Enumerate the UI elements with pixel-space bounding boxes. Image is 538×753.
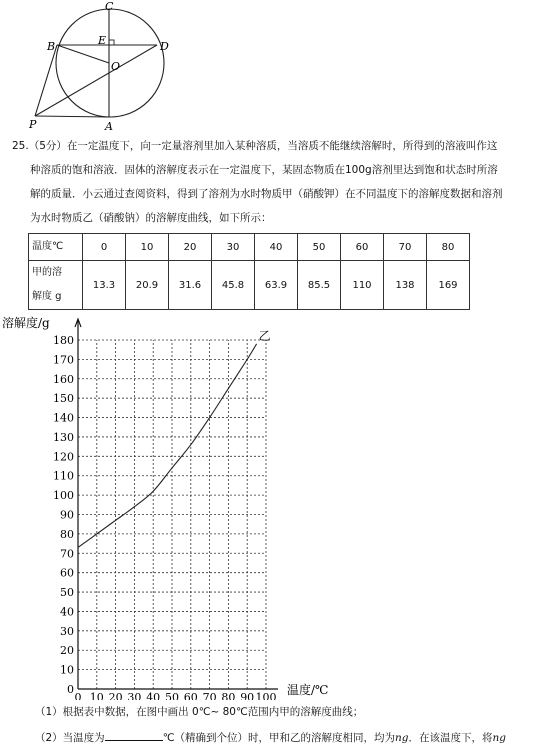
y-tick-label: 120 xyxy=(53,450,74,464)
chart-grid xyxy=(78,340,266,689)
y-tick-label: 40 xyxy=(60,605,74,619)
table-cell: 40 xyxy=(255,234,298,261)
label-e: E xyxy=(98,34,107,47)
y-tick-label: 160 xyxy=(53,372,74,386)
problem-line-3: 解的质量．小云通过查阅资料，得到了溶剂为水时物质甲（硝酸钾）在不同温度下的溶解度数据和溶剂 xyxy=(30,188,503,200)
y-tick-label: 100 xyxy=(53,489,74,503)
problem-line-4: 为水时物质乙（硝酸钠）的溶解度曲线，如下所示： xyxy=(30,212,272,224)
x-tick-label: 10 xyxy=(89,691,104,700)
table-cell: 13.3 xyxy=(83,261,126,310)
x-tick-label: 80 xyxy=(221,691,236,700)
table-cell: 45.8 xyxy=(212,261,255,310)
y-tick-label: 150 xyxy=(53,392,74,406)
table-row-solubility xyxy=(29,261,470,310)
problem-number: 25. xyxy=(12,140,29,152)
table-cell: 169 xyxy=(427,261,470,310)
y-tick-label: 90 xyxy=(60,508,74,522)
y-tick-label: 130 xyxy=(53,430,74,444)
y-tick-label: 170 xyxy=(53,353,74,367)
table-cell: 63.9 xyxy=(255,261,298,310)
table-cell: 0 xyxy=(83,234,126,261)
y-tick-label: 80 xyxy=(60,527,74,541)
table-cell: 70 xyxy=(384,234,427,261)
table-cell: 10 xyxy=(126,234,169,261)
x-tick-label: 30 xyxy=(127,691,142,700)
table-cell: 31.6 xyxy=(169,261,212,310)
x-tick-label: 70 xyxy=(202,691,217,700)
question-1: （1）根据表中数据，在图中画出 0℃~ 80℃范围内甲的溶解度曲线； xyxy=(35,706,364,718)
solubility-chart xyxy=(0,305,360,700)
x-tick-label: 40 xyxy=(146,691,161,700)
problem-line-2: 种溶质的饱和溶液．固体的溶解度表示在一定温度下，某固态物质在100g溶剂里达到饱和状态时所溶 xyxy=(30,164,498,176)
x-tick-label: 100 xyxy=(255,691,277,700)
table-cell: 50 xyxy=(298,234,341,261)
label-d: D xyxy=(160,40,169,53)
y-tick-label: 10 xyxy=(60,663,74,677)
table-cell: 80 xyxy=(427,234,470,261)
table-cell: 20.9 xyxy=(126,261,169,310)
x-tick-label: 60 xyxy=(183,691,198,700)
x-tick-label: 90 xyxy=(240,691,255,700)
y-tick-label: 70 xyxy=(60,547,74,561)
y-axis-label: 溶解度/g xyxy=(2,316,50,330)
table-cell: 138 xyxy=(384,261,427,310)
table-row-temperature xyxy=(29,234,470,261)
table-cell: 85.5 xyxy=(298,261,341,310)
x-axis-label: 温度/℃ xyxy=(287,683,329,697)
question-2: （2）当温度为 ℃（精确到个位）时，甲和乙的溶解度相同，均为ng．在该温度下，将ng xyxy=(35,728,535,745)
label-p: P xyxy=(29,118,37,131)
table-cell: 110 xyxy=(341,261,384,310)
problem-line-1 xyxy=(12,134,527,158)
x-tick-label: 0 xyxy=(74,691,82,700)
y-tick-label: 60 xyxy=(60,566,74,580)
table-header-temperature: 温度℃ xyxy=(29,234,83,261)
label-a: A xyxy=(105,120,113,133)
problem-score: （5分） xyxy=(28,140,67,152)
problem-text-1: 在一定温度下，向一定量溶剂里加入某种溶质，当溶质不能继续溶解时，所得到的溶液叫作这 xyxy=(66,140,498,152)
x-tick-label: 50 xyxy=(165,691,179,700)
y-tick-label: 140 xyxy=(53,411,74,425)
solubility-table xyxy=(28,233,470,310)
answer-blank[interactable] xyxy=(105,728,163,741)
series-label: 乙 xyxy=(258,328,271,343)
chart-tick-labels xyxy=(53,334,277,700)
y-tick-label: 30 xyxy=(60,624,74,638)
table-cell: 30 xyxy=(212,234,255,261)
label-b: B xyxy=(47,40,56,53)
label-o: O xyxy=(111,60,121,73)
series-line xyxy=(78,344,257,548)
y-tick-label: 0 xyxy=(67,683,74,696)
table-cell: 20 xyxy=(169,234,212,261)
table-header-solubility: 甲的溶 解度 g xyxy=(29,261,83,310)
geometry-figure xyxy=(25,0,185,135)
y-tick-label: 20 xyxy=(60,644,74,658)
y-tick-label: 110 xyxy=(53,469,74,483)
y-tick-label: 50 xyxy=(60,586,74,600)
label-c: C xyxy=(105,0,114,13)
y-tick-label: 180 xyxy=(53,334,74,347)
x-tick-label: 20 xyxy=(108,691,123,700)
table-cell: 60 xyxy=(341,234,384,261)
